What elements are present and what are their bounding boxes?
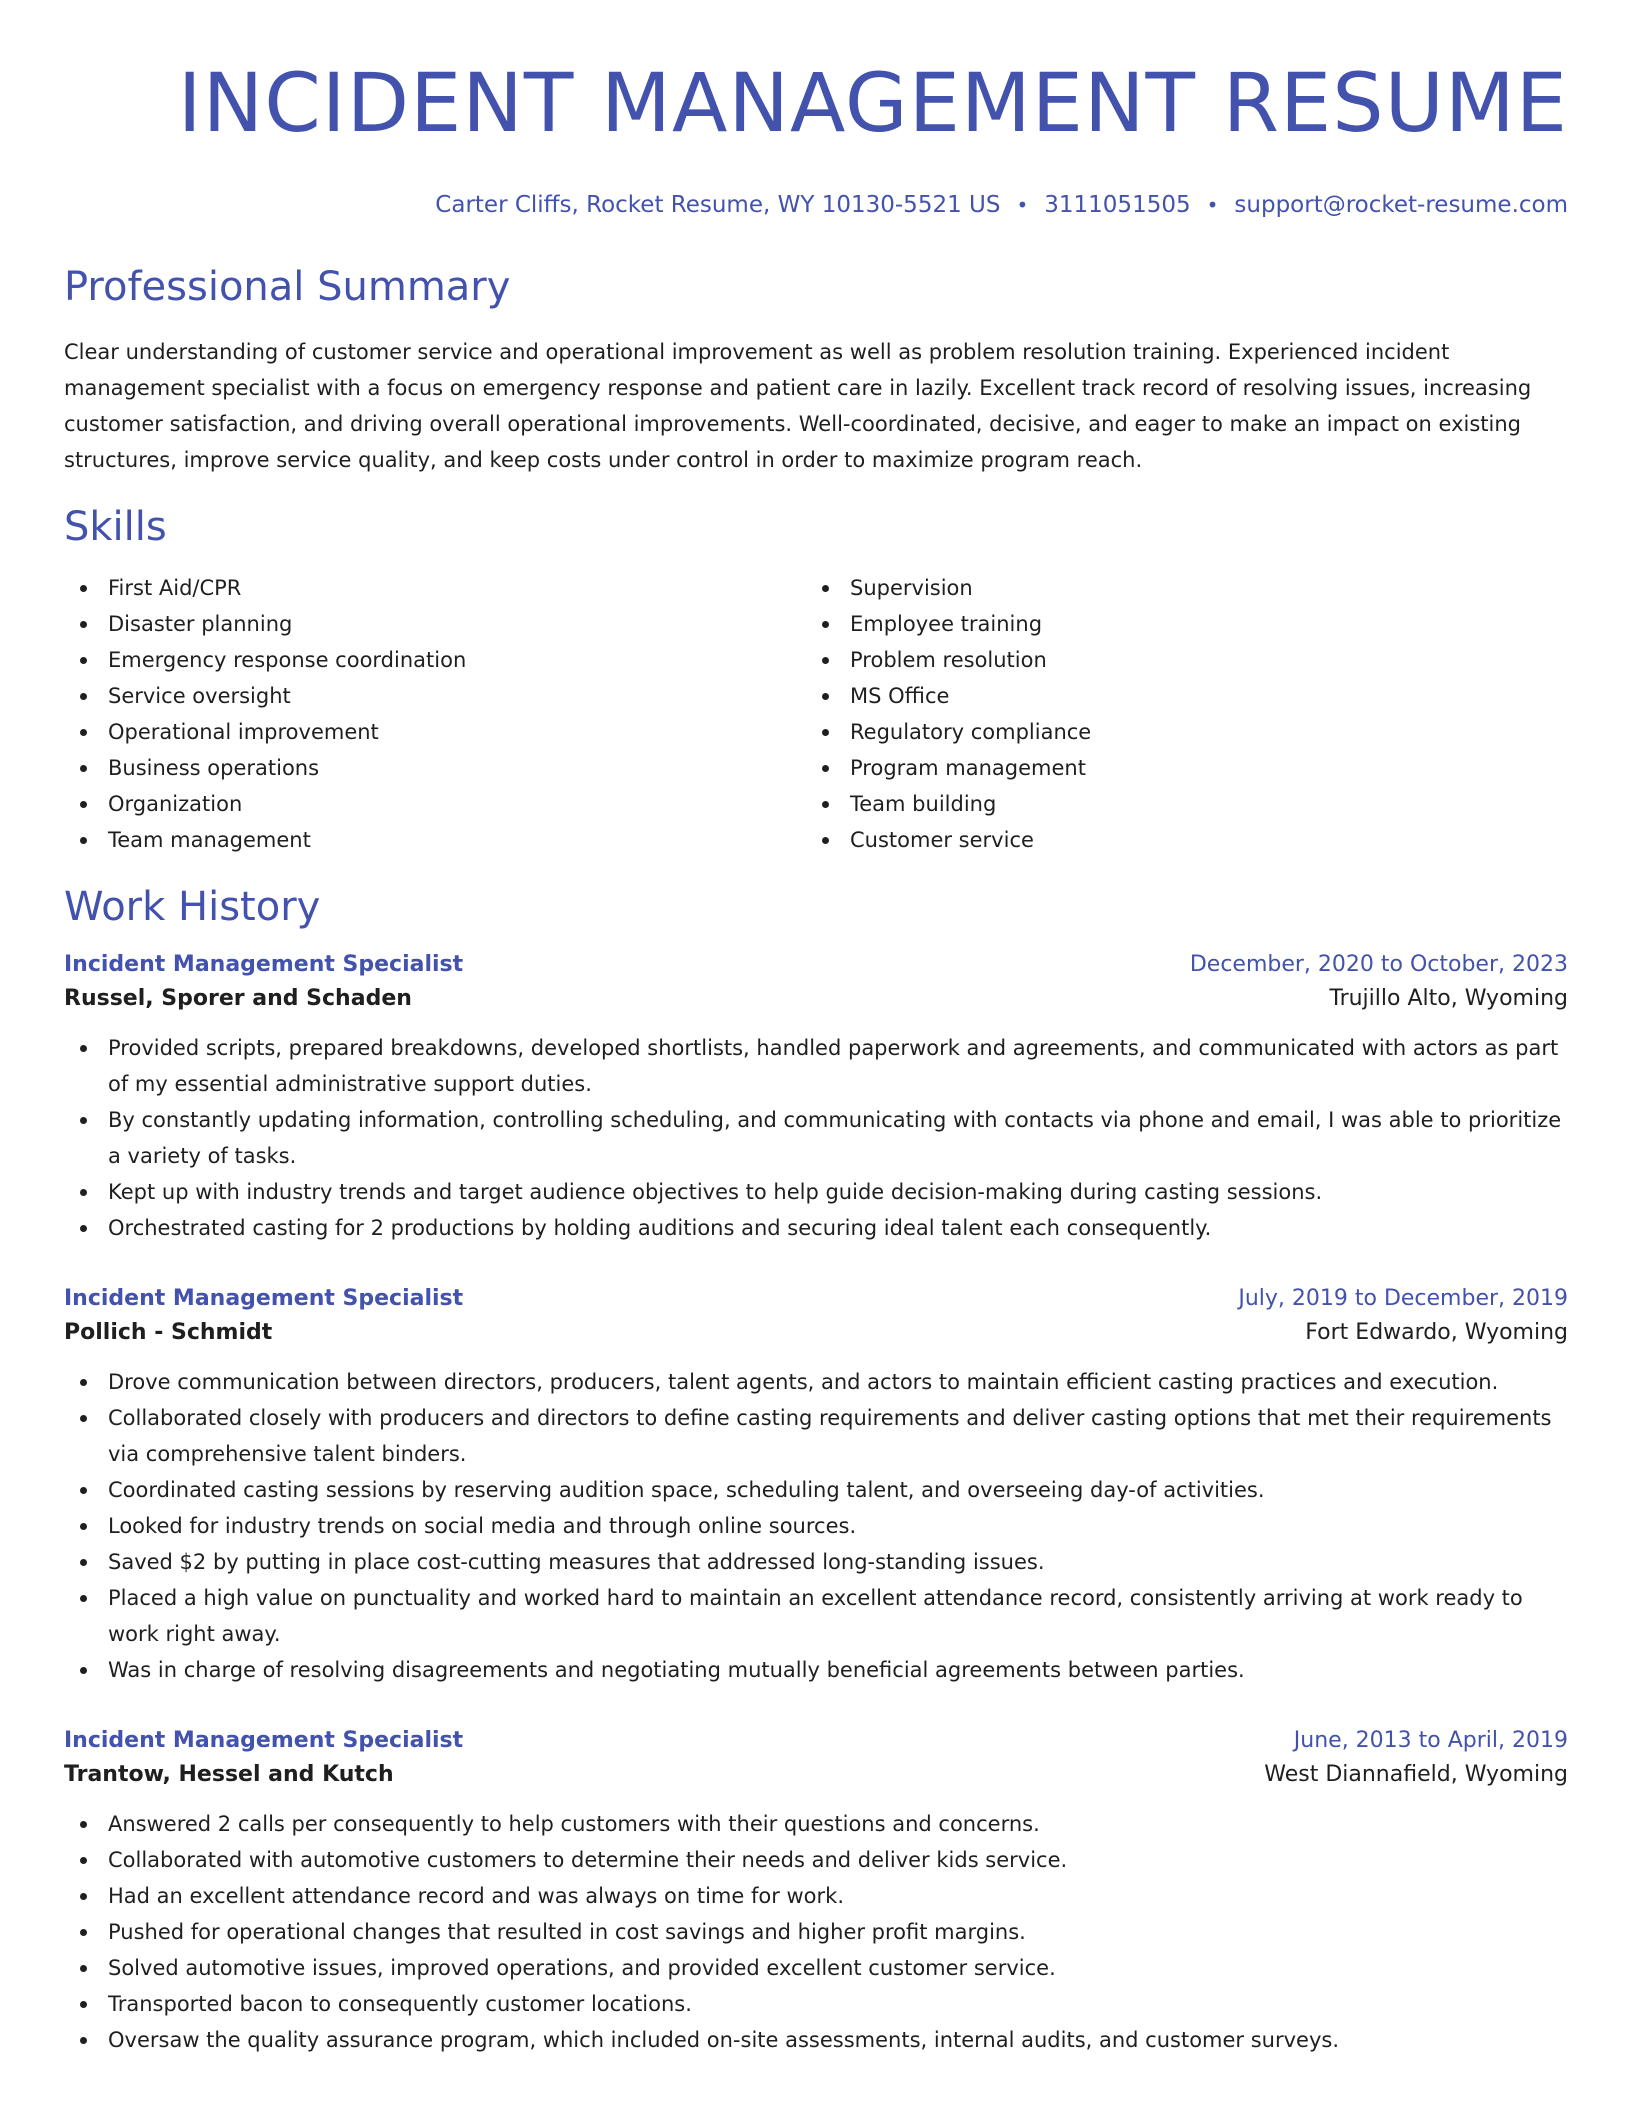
job-bullets	[64, 1364, 1568, 1688]
job-bullet: Was in charge of resolving disagreements and negotiating mutually beneficial agreements between parties.	[64, 1652, 1568, 1688]
job-dates: June, 2013 to April, 2019	[1293, 1728, 1568, 1753]
contact-email[interactable]: support@rocket-resume.com	[1234, 192, 1568, 218]
skill-item: Employee training	[806, 606, 1548, 642]
skills-heading: Skills	[64, 504, 167, 550]
job-title: Incident Management Specialist	[64, 1286, 464, 1311]
job-bullet: Coordinated casting sessions by reserving audition space, scheduling talent, and overseeing day-of activities.	[64, 1472, 1568, 1508]
job-bullets	[64, 1806, 1568, 2058]
job-bullet: Looked for industry trends on social media and through online sources.	[64, 1508, 1568, 1544]
contact-address: Carter Cliffs, Rocket Resume, WY 10130-5521 US	[435, 192, 1001, 218]
skill-item: Regulatory compliance	[806, 714, 1548, 750]
skill-item: Emergency response coordination	[64, 642, 806, 678]
page-title: INCIDENT MANAGEMENT RESUME	[177, 57, 1568, 151]
job-location: West Diannafield, Wyoming	[1264, 1762, 1568, 1787]
job-dates: December, 2020 to October, 2023	[1189, 952, 1568, 977]
job-company: Pollich - Schmidt	[64, 1320, 273, 1345]
skill-item: Operational improvement	[64, 714, 806, 750]
job-bullet: Drove communication between directors, producers, talent agents, and actors to maintain efficient casting practices and execution.	[64, 1364, 1568, 1400]
job-bullet: Collaborated closely with producers and directors to define casting requirements and deliver casting options that met their requirements via comprehensive talent binders.	[64, 1400, 1568, 1472]
contact-separator: •	[1206, 193, 1219, 217]
job-entry	[64, 950, 1568, 1246]
summary-heading: Professional Summary	[64, 264, 511, 310]
job-bullet: Saved $2 by putting in place cost-cutting measures that addressed long-standing issues.	[64, 1544, 1568, 1580]
job-bullet: Orchestrated casting for 2 productions by holding auditions and securing ideal talent each consequently.	[64, 1210, 1568, 1246]
skill-item: Problem resolution	[806, 642, 1548, 678]
job-bullet: Oversaw the quality assurance program, which included on-site assessments, internal audits, and customer surveys.	[64, 2022, 1568, 2058]
job-bullet: Placed a high value on punctuality and worked hard to maintain an excellent attendance record, consistently arriving at work ready to work right away.	[64, 1580, 1568, 1652]
skill-item: Supervision	[806, 570, 1548, 606]
job-bullets	[64, 1030, 1568, 1246]
skill-item: Organization	[64, 786, 806, 822]
work-history-heading: Work History	[64, 884, 321, 930]
summary-text: Clear understanding of customer service and operational improvement as well as problem resolution training. Experienced incident management specialist with a focus on emergency response and patient care in lazily. Excellent track record of resolving issues, increasing customer satisfaction, and driving overall operational improvements. Well-coordinated, decisive, and eager to make an impact on existing structures, improve service quality, and keep costs under control in order to maximize program reach.	[64, 340, 1532, 472]
job-title: Incident Management Specialist	[64, 1728, 464, 1753]
contact-line	[64, 190, 1568, 220]
skill-item: Team building	[806, 786, 1548, 822]
skills-column-right	[806, 570, 1548, 858]
skills-column-left	[64, 570, 806, 858]
job-entry	[64, 1726, 1568, 2058]
skills-list	[64, 570, 1568, 858]
job-company: Trantow, Hessel and Kutch	[64, 1762, 394, 1787]
job-bullet: Transported bacon to consequently customer locations.	[64, 1986, 1568, 2022]
job-bullet: Had an excellent attendance record and was always on time for work.	[64, 1878, 1568, 1914]
job-bullet: Collaborated with automotive customers to determine their needs and deliver kids service.	[64, 1842, 1568, 1878]
job-company: Russel, Sporer and Schaden	[64, 986, 412, 1011]
skill-item: Team management	[64, 822, 806, 858]
job-bullet: By constantly updating information, controlling scheduling, and communicating with contacts via phone and email, I was able to prioritize a variety of tasks.	[64, 1102, 1568, 1174]
skill-item: First Aid/CPR	[64, 570, 806, 606]
job-location: Trujillo Alto, Wyoming	[1329, 986, 1568, 1011]
job-bullet: Pushed for operational changes that resulted in cost savings and higher profit margins.	[64, 1914, 1568, 1950]
skill-item: MS Office	[806, 678, 1548, 714]
contact-separator: •	[1016, 193, 1029, 217]
job-dates: July, 2019 to December, 2019	[1238, 1286, 1568, 1311]
skill-item: Program management	[806, 750, 1548, 786]
job-bullet: Answered 2 calls per consequently to help customers with their questions and concerns.	[64, 1806, 1568, 1842]
job-title: Incident Management Specialist	[64, 952, 464, 977]
skill-item: Disaster planning	[64, 606, 806, 642]
job-bullet: Solved automotive issues, improved operations, and provided excellent customer service.	[64, 1950, 1568, 1986]
skill-item: Service oversight	[64, 678, 806, 714]
skill-item: Business operations	[64, 750, 806, 786]
job-bullet: Provided scripts, prepared breakdowns, developed shortlists, handled paperwork and agreements, and communicated with actors as part of my essential administrative support duties.	[64, 1030, 1568, 1102]
contact-phone[interactable]: 3111051505	[1044, 192, 1191, 218]
job-entry	[64, 1284, 1568, 1688]
job-bullet: Kept up with industry trends and target audience objectives to help guide decision-making during casting sessions.	[64, 1174, 1568, 1210]
job-location: Fort Edwardo, Wyoming	[1305, 1320, 1568, 1345]
skill-item: Customer service	[806, 822, 1548, 858]
